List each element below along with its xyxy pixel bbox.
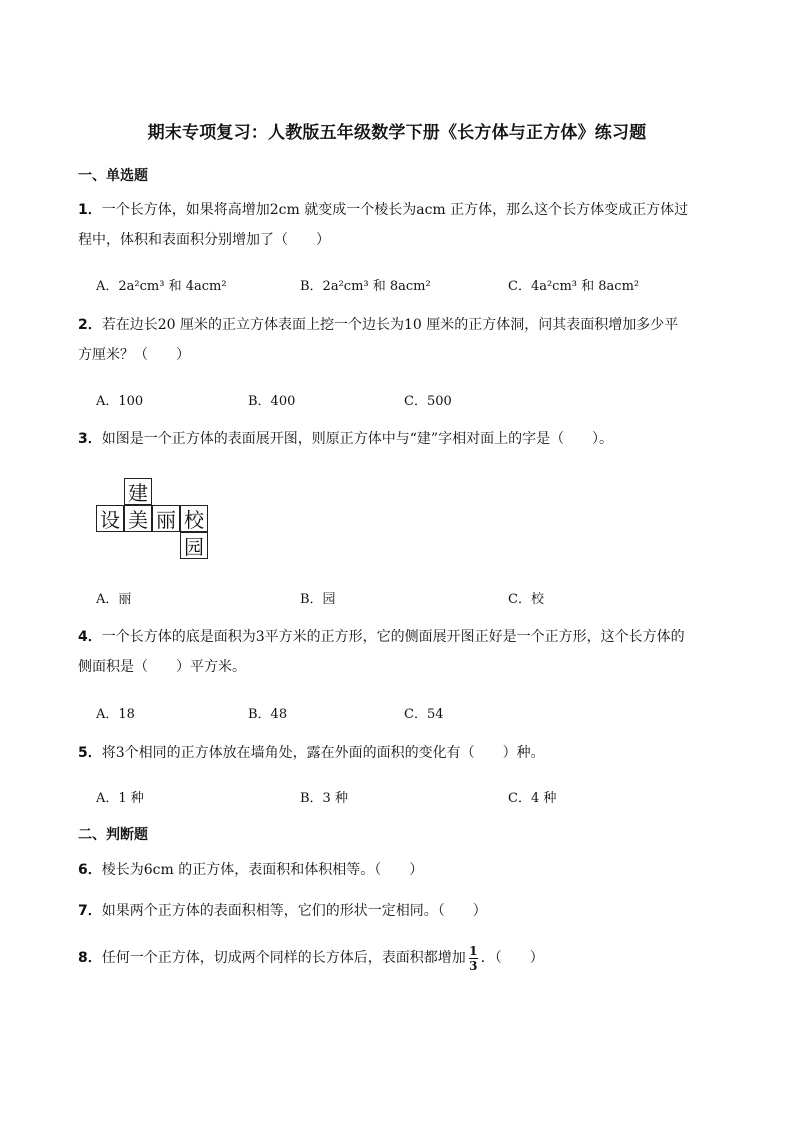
- question-text: 一个长方体的底是面积为3平方米的正方形，它的侧面展开图正好是一个正方形，这个长方体的: [101, 629, 685, 645]
- option-b[interactable]: B．3 种: [300, 791, 348, 806]
- option-c[interactable]: C．4a²cm³ 和 8acm²: [508, 279, 640, 294]
- question-text: 程中，体积和表面积分别增加了（ ）: [78, 232, 330, 248]
- question-2: [78, 310, 718, 370]
- question-5: [78, 738, 718, 768]
- question-7: [78, 896, 718, 926]
- question-text: 若在边长20 厘米的正立方体表面上挖一个边长为10 厘米的正方体洞，问其表面积增加多少平: [101, 317, 679, 333]
- option-a[interactable]: A．100: [96, 394, 144, 409]
- question-text: 侧面积是（ ）平方米。: [78, 659, 246, 675]
- section-heading-true-false: 二、判断题: [78, 827, 148, 843]
- question-number: 7．: [78, 903, 102, 919]
- question-text: 如图是一个正方体的表面展开图，则原正方体中与“建”字相对面上的字是（ ）。: [101, 431, 614, 447]
- option-a[interactable]: A．18: [96, 707, 135, 722]
- option-c[interactable]: C．4 种: [508, 791, 557, 806]
- question-text: 棱长为6cm 的正方体，表面积和体积相等。（ ）: [101, 862, 424, 878]
- question-3: [78, 424, 718, 454]
- question-number: 1．: [78, 202, 102, 218]
- page-title: 期末专项复习：人教版五年级数学下册《长方体与正方体》练习题: [147, 123, 647, 143]
- net-face-bottom: 园: [180, 532, 208, 559]
- question-text: 一个长方体，如果将高增加2cm 就变成一个棱长为acm 正方体，那么这个长方体变成正方体过: [101, 202, 689, 218]
- option-b[interactable]: B．园: [300, 592, 336, 607]
- question-number: 5．: [78, 745, 102, 761]
- fraction-denominator: 3: [469, 958, 478, 973]
- option-a[interactable]: A．丽: [96, 592, 132, 607]
- question-6: [78, 855, 718, 885]
- option-c[interactable]: C．54: [404, 707, 444, 722]
- question-text: 如果两个正方体的表面积相等，它们的形状一定相同。（ ）: [101, 903, 487, 919]
- section-heading-single-choice: 一、单选题: [78, 168, 148, 184]
- fraction-one-third: [469, 945, 478, 972]
- net-face: 美: [124, 505, 152, 532]
- option-a[interactable]: A．2a²cm³ 和 4acm²: [96, 279, 227, 294]
- question-8: [78, 943, 718, 973]
- question-4: [78, 622, 718, 682]
- option-a[interactable]: A．1 种: [96, 791, 144, 806]
- question-number: 4．: [78, 629, 102, 645]
- question-text: 任何一个正方体，切成两个同样的长方体后，表面积都增加: [101, 950, 466, 966]
- question-number: 3．: [78, 431, 102, 447]
- net-face: 校: [180, 505, 208, 532]
- option-b[interactable]: B．2a²cm³ 和 8acm²: [300, 279, 431, 294]
- question-number: 2．: [78, 317, 102, 333]
- option-b[interactable]: B．48: [248, 707, 288, 722]
- question-text: ．（ ）: [480, 950, 544, 966]
- question-text: 将3个相同的正方体放在墙角处，露在外面的面积的变化有（ ）种。: [101, 745, 545, 761]
- question-number: 6．: [78, 862, 102, 878]
- question-text: 方厘米？（ ）: [78, 347, 190, 363]
- question-number: 8．: [78, 950, 102, 966]
- option-c[interactable]: C．500: [404, 394, 452, 409]
- cube-net-figure: [96, 478, 208, 560]
- option-b[interactable]: B．400: [248, 394, 296, 409]
- net-face: 设: [96, 505, 124, 532]
- fraction-numerator: 1: [469, 943, 478, 958]
- option-c[interactable]: C．校: [508, 592, 544, 607]
- question-1: [78, 195, 718, 255]
- net-face: 丽: [152, 505, 180, 532]
- net-face-top: 建: [124, 478, 152, 505]
